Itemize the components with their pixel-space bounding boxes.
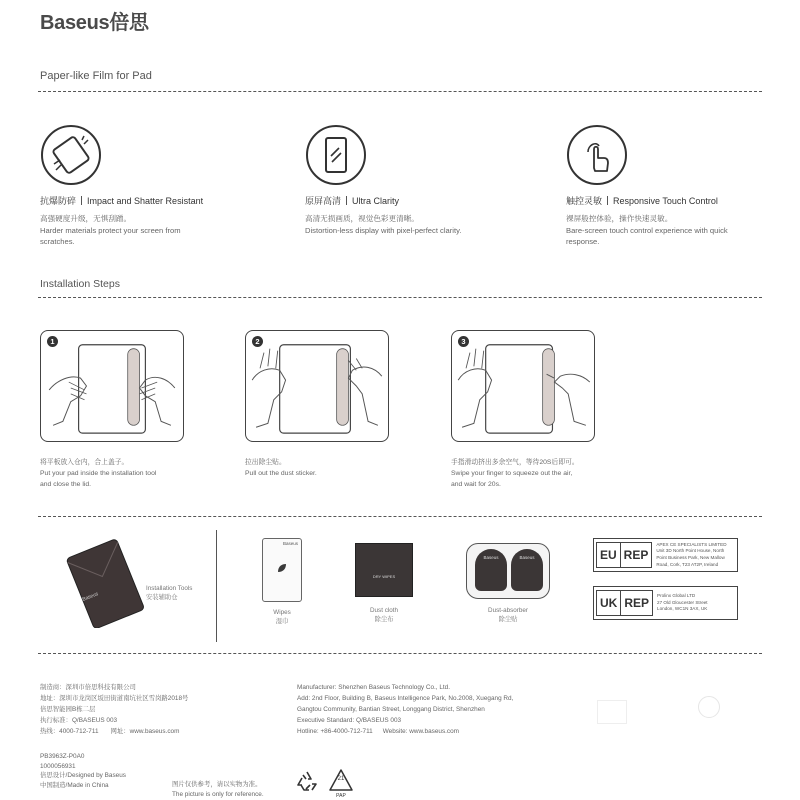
- step-number: 2: [252, 336, 263, 347]
- tool-label: [146, 584, 192, 603]
- step-desc-cn: 手指滑动挤出多余空气，等待20S后即可。: [451, 459, 579, 466]
- made-in: 中国制造/Made in China: [40, 781, 109, 789]
- feature-title-cn: 触控灵敏: [566, 196, 603, 206]
- reference-en: The picture is only for reference.: [172, 790, 264, 798]
- vertical-divider: [216, 530, 217, 642]
- dust-cloth-label-cn: 除尘布: [374, 616, 394, 624]
- step-2-description: [245, 458, 415, 480]
- dust-cloth-print: DRY WIPES: [372, 574, 396, 579]
- leaf-icon: [275, 561, 289, 575]
- manufacturer-line: 地址：深圳市龙岗区坂田街道南坑社区雪岗路2018号: [40, 694, 189, 702]
- rep-word: REP: [620, 543, 652, 567]
- divider: [38, 653, 762, 654]
- uk-rep-address: [657, 593, 708, 613]
- feature-desc-cn: 高清无损画质，视觉色彩更清晰。: [305, 213, 419, 223]
- website: 网址：www.baseus.com: [110, 727, 180, 735]
- manufacturer-line: 倍思智能园B栋二层: [40, 705, 96, 713]
- feature-desc-en: Distortion-less display with pixel-perfect clarity.: [305, 225, 462, 235]
- product-title: Paper-like Film for Pad: [40, 70, 152, 82]
- brand-logo: Baseus倍思: [40, 12, 149, 34]
- website: Website: www.baseus.com: [382, 727, 459, 735]
- feature-desc-cn: 裸屏般控体验，操作快速灵敏。: [566, 213, 673, 223]
- wipes-brand: Baseus: [282, 541, 298, 546]
- dust-cloth-label-en: Dust cloth: [370, 607, 398, 614]
- rep-address-line: 27 Old Gloucester Street: [657, 599, 708, 605]
- step-desc-en: Swipe your finger to squeeze out the air,: [451, 469, 573, 477]
- reference-cn: 图片仅供参考，请以实物为准。: [172, 781, 262, 788]
- feature-desc-cn: 高强硬度升级，无惧刮蹭。: [40, 213, 132, 223]
- step-1-description: [40, 458, 210, 491]
- eu-rep-block: [593, 538, 738, 572]
- feature-title-en: Ultra Clarity: [352, 196, 400, 206]
- rep-address-line: Road, Cork, T23 AT2P, Ireland: [656, 561, 719, 567]
- recycle-code: PAP: [336, 793, 346, 799]
- dust-cloth-image: [355, 543, 413, 597]
- step-desc-en: and wait for 20s.: [451, 480, 501, 488]
- manufacturer-line: 执行标准：Q/BASEUS 003: [40, 716, 118, 724]
- sticker-brand: Baseus: [519, 555, 535, 560]
- rep-address-line: London, WC1N 3AX, UK: [657, 606, 708, 612]
- feature-touch: [566, 195, 766, 248]
- dust-absorber-image: [466, 543, 550, 599]
- designed-by: 倍思设计/Designed by Baseus: [40, 772, 126, 780]
- feature-desc-en: Bare-screen touch control experience with quick response.: [566, 225, 728, 247]
- rep-word: UK: [600, 596, 618, 610]
- wipes-label: [260, 608, 304, 627]
- wipes-label-cn: 湿巾: [275, 618, 289, 626]
- tool-label-en: Installation Tools: [146, 585, 193, 592]
- rep-address-line: Prolinx Global LTD: [657, 593, 696, 599]
- manufacturer-line: Add: 2nd Floor, Building B, Baseus Intelligence Park, No.2008, Xuegang Rd,: [297, 694, 514, 702]
- feature-title-en: Impact and Shatter Resistant: [87, 196, 204, 206]
- feature-title-en: Responsive Touch Control: [613, 196, 718, 206]
- manufacturer-line: Executive Standard: Q/BASEUS 003: [297, 716, 402, 724]
- step-3-description: [451, 458, 621, 491]
- uk-rep-block: [593, 586, 738, 620]
- feature-impact: [40, 195, 240, 248]
- step-1-illustration: [40, 330, 184, 442]
- installation-tool-image: [62, 538, 148, 628]
- dust-absorber-label-en: Dust-absorber: [488, 607, 528, 614]
- step-number: 1: [47, 336, 58, 347]
- ultra-clarity-icon: [305, 124, 367, 186]
- rep-address-line: APEX CE SPECIALISTS LIMITED: [656, 541, 727, 547]
- divider: [38, 516, 762, 517]
- divider: [38, 91, 762, 92]
- reference-note: [172, 780, 264, 799]
- sticker-brand: Baseus: [483, 555, 499, 560]
- manufacturer-line: Manufacturer: Shenzhen Baseus Technology Co., Ltd.: [297, 684, 450, 691]
- product-code: PB3963Z-P0A0: [40, 753, 85, 760]
- eu-rep-address: [656, 542, 726, 569]
- faint-mark: [698, 696, 720, 718]
- feature-clarity: [305, 195, 505, 236]
- feature-title-cn: 原屏高清: [305, 196, 342, 206]
- sticker-right: [511, 549, 543, 591]
- manufacturer-line: Gangtou Community, Bantian Street, Longgang District, Shenzhen: [297, 705, 485, 713]
- recycle-icon: [296, 770, 318, 792]
- step-desc-en: Pull out the dust sticker.: [245, 469, 317, 477]
- hotline: Hotline: +86-4000-712-711: [297, 727, 373, 735]
- feature-desc-en: Harder materials protect your screen from scratches.: [40, 225, 181, 247]
- dust-absorber-label-cn: 除尘贴: [498, 616, 518, 624]
- recycle-number: 21: [337, 776, 345, 782]
- step-number: 3: [458, 336, 469, 347]
- dust-cloth-label: [354, 606, 414, 625]
- tool-brand: Baseus: [81, 591, 100, 603]
- divider: [38, 297, 762, 298]
- tool-label-cn: 安装辅助仓: [146, 594, 178, 602]
- sticker-left: [475, 549, 507, 591]
- manufacturer-en: [297, 683, 513, 737]
- manufacturer-cn: [40, 683, 188, 737]
- step-desc-cn: 拉出除尘贴。: [245, 459, 286, 466]
- step-2-illustration: [245, 330, 389, 442]
- installation-title: Installation Steps: [40, 278, 120, 290]
- manufacturer-line: 制造商：深圳市倍思科技有限公司: [40, 684, 136, 691]
- feature-title-cn: 抗爆防碎: [40, 196, 77, 206]
- uk-rep-badge: [596, 590, 653, 616]
- product-code: 1000056931: [40, 762, 76, 770]
- rep-address-line: Point Business Park, New Mallow: [656, 555, 725, 560]
- shatter-resistant-icon: [40, 124, 102, 186]
- rep-address-line: Unit 3D North Point House, North: [656, 548, 725, 554]
- hotline: 热线：4000-712-711: [40, 727, 99, 735]
- wipes-image: [262, 538, 302, 602]
- step-desc-en: Put your pad inside the installation tool: [40, 469, 157, 477]
- step-desc-en: and close the lid.: [40, 480, 92, 488]
- touch-hand-icon: [566, 124, 628, 186]
- wipes-label-en: Wipes: [273, 609, 291, 616]
- rep-word: EU: [600, 548, 617, 562]
- step-3-illustration: [451, 330, 595, 442]
- eu-rep-badge: [596, 542, 652, 568]
- step-desc-cn: 将平板放入仓内，合上盖子。: [40, 459, 129, 466]
- faint-mark: [597, 700, 627, 724]
- rep-word: REP: [620, 591, 652, 615]
- dust-absorber-label: [476, 606, 540, 625]
- bottom-info: [40, 752, 126, 790]
